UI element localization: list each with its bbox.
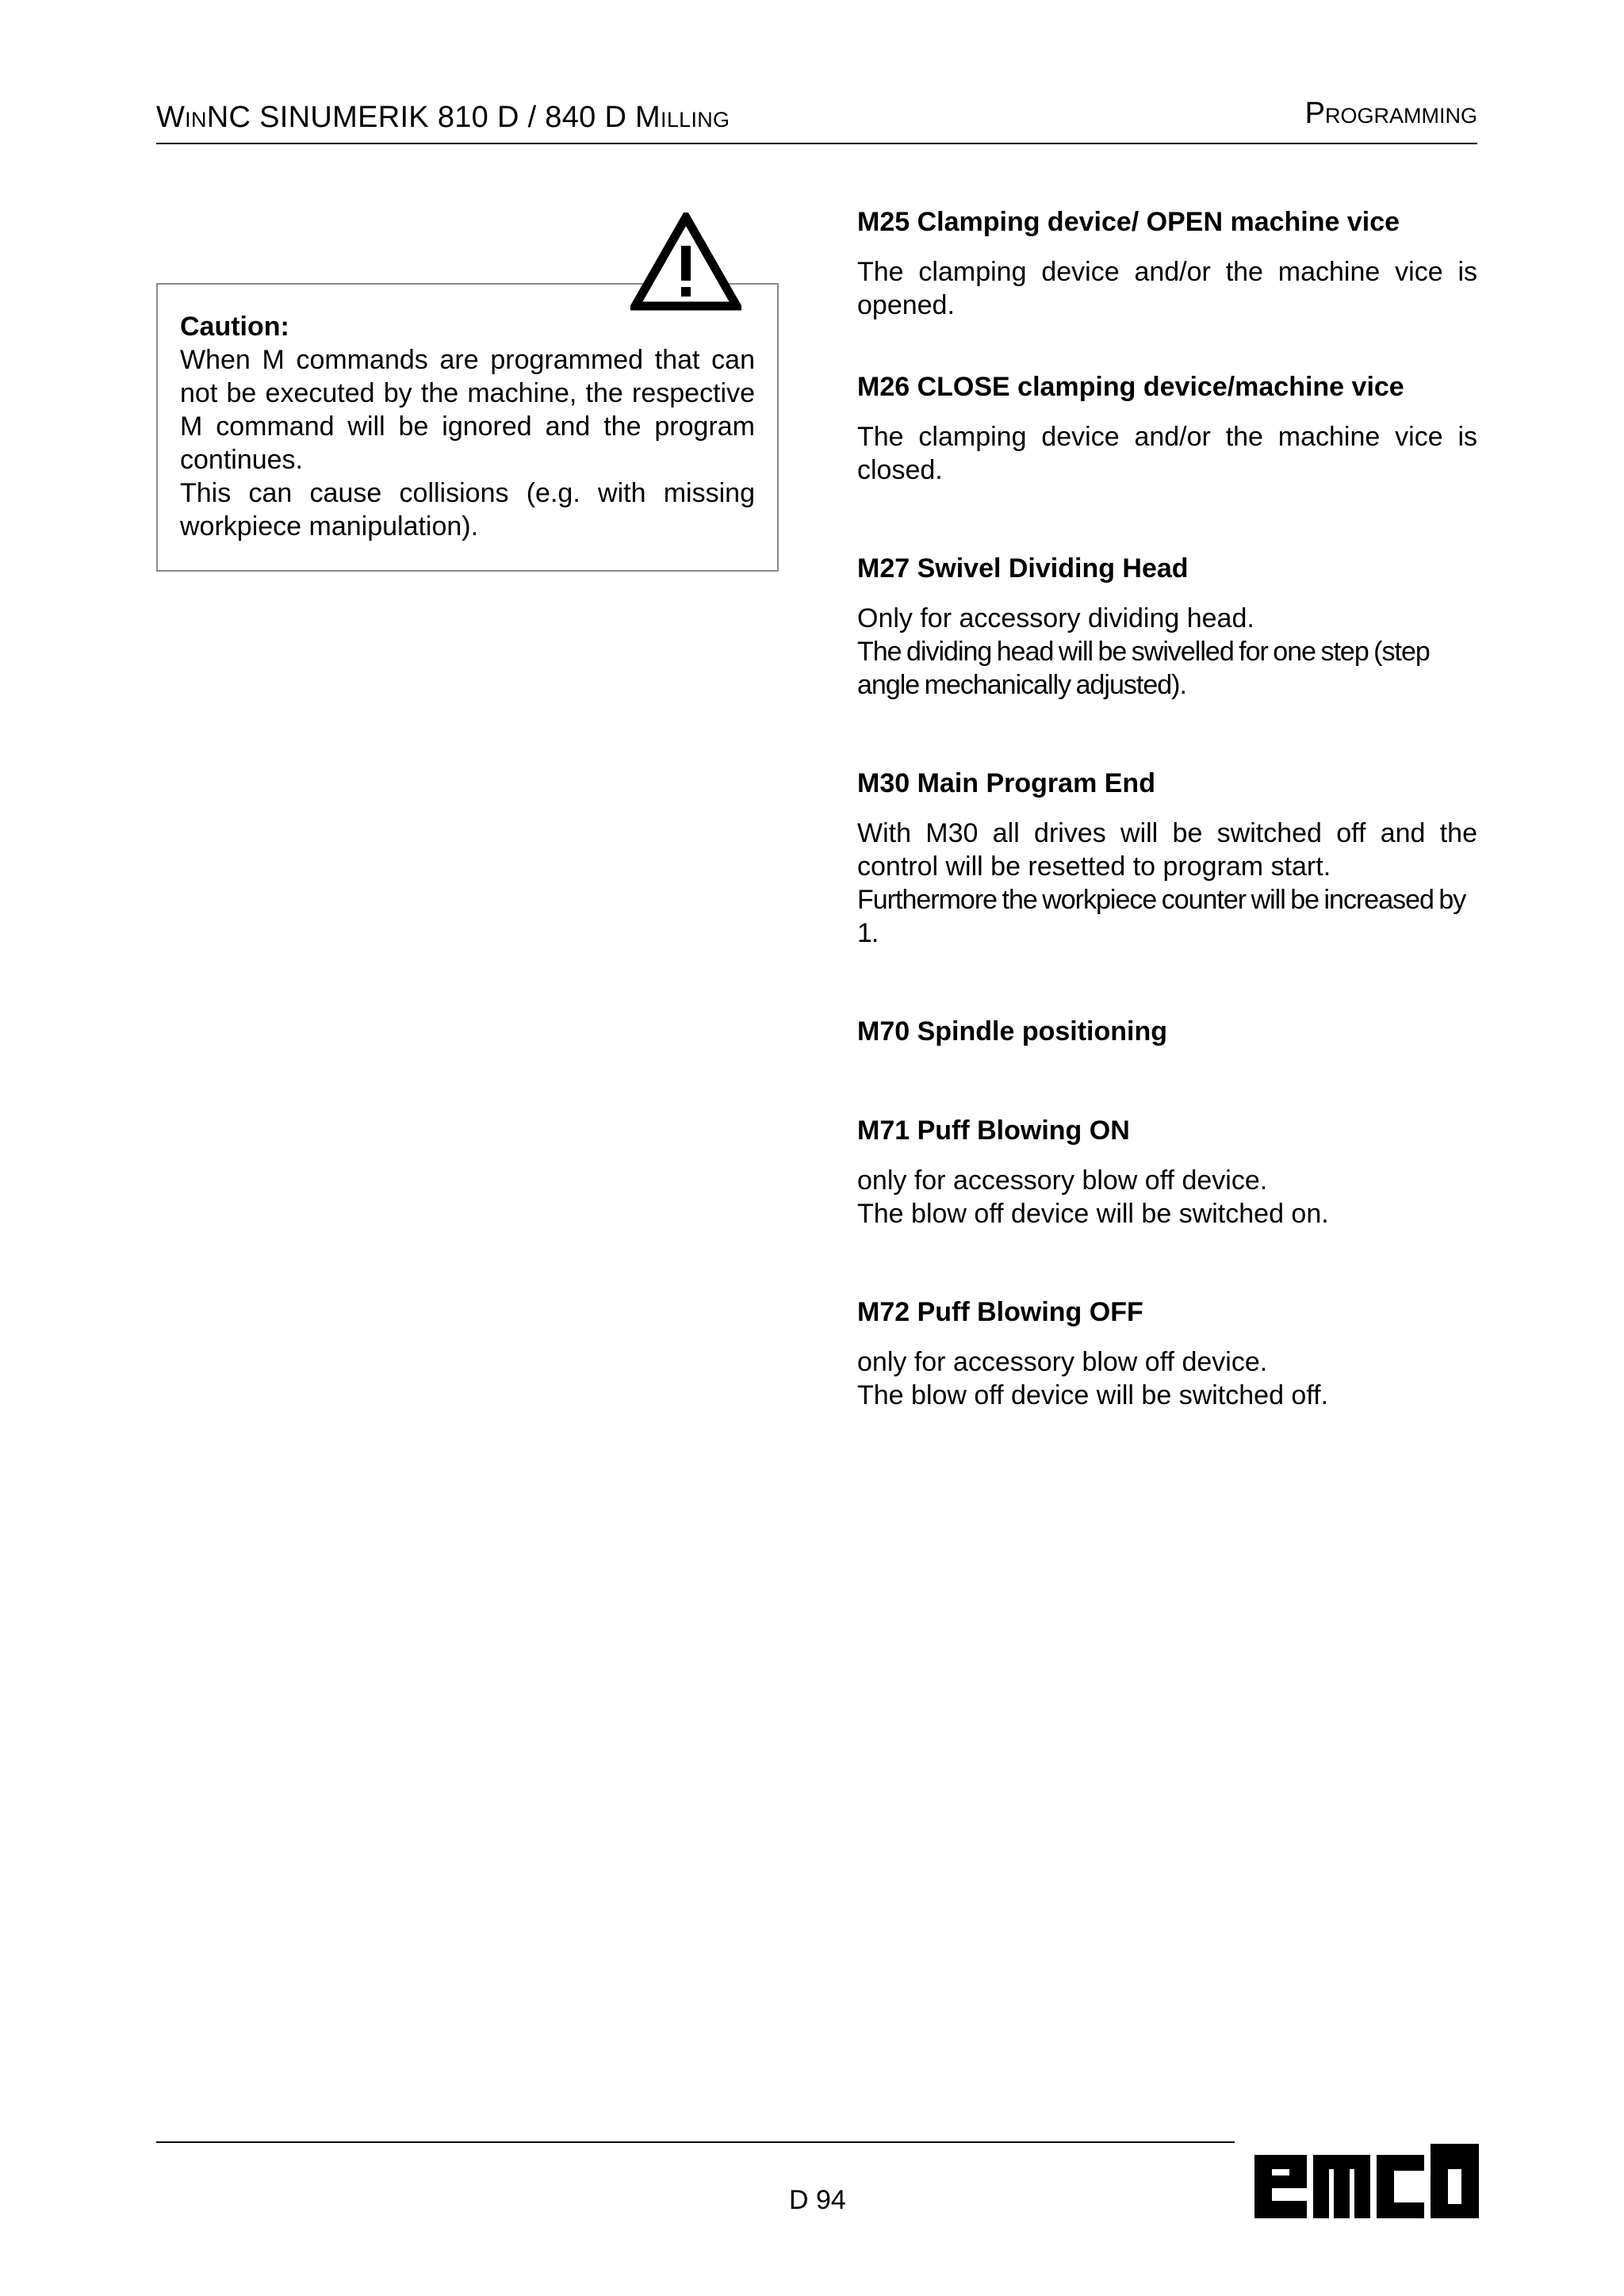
- section-line: The blow off device will be switched off.: [857, 1380, 1329, 1410]
- caution-line: When M commands are programmed that can not be executed by the machine, the respective M command will be ignored and the program continues.: [180, 345, 755, 475]
- chapter-title-part: P: [1304, 97, 1325, 130]
- caution-line: This can cause collisions (e.g. with missing workpiece manipulation).: [180, 478, 755, 541]
- caution-title: Caution:: [180, 312, 289, 342]
- title-part: IN: [185, 108, 207, 132]
- section-title-m27: M27 Swivel Dividing Head: [857, 553, 1189, 584]
- section-line: only for accessory blow off device.: [857, 1347, 1268, 1377]
- warning-triangle-icon: [630, 212, 741, 312]
- section-text-m30: [857, 817, 1477, 950]
- section-title-m72: M72 Puff Blowing OFF: [857, 1297, 1143, 1327]
- caution-box: [156, 283, 779, 572]
- section-line: With M30 all drives will be switched off and the control will be resetted to program start.: [857, 818, 1477, 882]
- header-divider: [156, 143, 1477, 144]
- footer-divider: [156, 2141, 1235, 2143]
- page-number: D 94: [789, 2185, 846, 2215]
- section-line: The dividing head will be swivelled for one step (step angle mechanically adjusted).: [857, 637, 1430, 700]
- section-line: Furthermore the workpiece counter will be increased by 1.: [857, 885, 1466, 948]
- section-title-m30: M30 Main Program End: [857, 768, 1155, 798]
- section-text-m26: [857, 420, 1477, 487]
- section-title-m70: M70 Spindle positioning: [857, 1016, 1167, 1047]
- section-line: The clamping device and/or the machine vice is closed.: [857, 422, 1477, 485]
- section-title-m71: M71 Puff Blowing ON: [857, 1115, 1130, 1146]
- section-line: The blow off device will be switched on.: [857, 1199, 1329, 1229]
- section-title-m25: M25 Clamping device/ OPEN machine vice: [857, 207, 1400, 237]
- chapter-title: [1305, 97, 1477, 131]
- section-line: only for accessory blow off device.: [857, 1165, 1268, 1196]
- section-title-m26: M26 CLOSE clamping device/machine vice: [857, 372, 1404, 402]
- title-part: W: [156, 101, 186, 134]
- section-text-m25: [857, 255, 1477, 322]
- emco-logo: [1254, 2144, 1479, 2218]
- section-line: The clamping device and/or the machine vice is opened.: [857, 257, 1477, 320]
- document-title: [156, 101, 730, 135]
- section-line: Only for accessory dividing head.: [857, 603, 1254, 633]
- title-part: NC SINUMERIK 810 D / 840 D M: [206, 101, 661, 134]
- title-part: ILLING: [661, 108, 730, 132]
- chapter-title-part: ROGRAMMING: [1325, 104, 1477, 128]
- section-text-m27: [857, 602, 1477, 702]
- section-text-m72: [857, 1345, 1477, 1412]
- section-text-m71: [857, 1164, 1477, 1230]
